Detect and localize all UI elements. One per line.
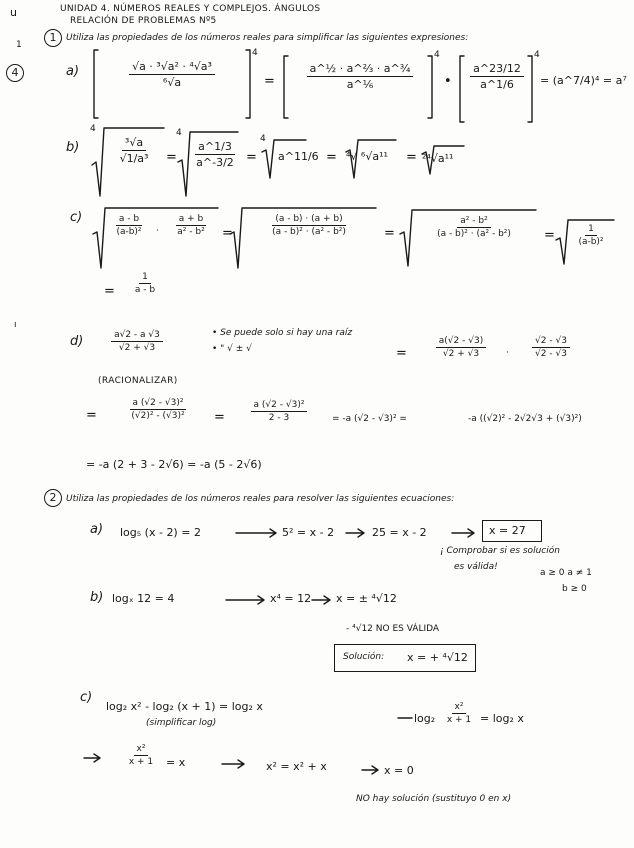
problem-1a-power-3: 4	[534, 50, 540, 60]
problem-1d-step6: = -a (2 + 3 - 2√6) = -a (5 - 2√6)	[86, 458, 262, 471]
problem-2a-condition-1: a ≥ 0 a ≠ 1	[540, 568, 592, 578]
problem-1d-step1-den: √2 + √3	[442, 349, 480, 359]
problem-2b-step1: x⁴ = 12	[270, 592, 312, 605]
problem-1c-result	[122, 272, 168, 295]
problem-1d-step1	[424, 336, 498, 359]
equals-sign: =	[264, 74, 275, 89]
problem-2c-step1-pre: log₂	[414, 712, 436, 725]
bracket-left-3	[460, 56, 464, 122]
problem-1b-index: 4	[90, 124, 96, 134]
header-subtitle: RELACIÓN DE PROBLEMAS Nº5	[70, 16, 217, 26]
problem-1c-factor-1	[106, 214, 152, 237]
problem-1c-step3-den: (a-b)²	[578, 237, 604, 247]
margin-tick: ı	[14, 320, 17, 330]
problem-2c-step1-den: x + 1	[446, 715, 472, 725]
problem-1-number: 1	[44, 29, 62, 47]
problem-1c-step1-den: (a - b)² · (a² - b²)	[272, 227, 346, 237]
problem-2a-label: a)	[90, 522, 104, 537]
equals-sign: =	[384, 226, 395, 241]
arrow-2b-1	[226, 596, 264, 604]
problem-2-statement: Utiliza las propiedades de los números reales para resolver las siguientes ecuaciones:	[66, 494, 455, 504]
arrow-2c-3	[222, 760, 244, 768]
bracket-right-2	[428, 56, 432, 118]
equals-sign: =	[544, 228, 555, 243]
problem-1c-step1-num: (a - b) · (a + b)	[272, 214, 345, 226]
problem-1d-step1-num: a(√2 - √3)	[436, 336, 486, 348]
problem-2c-conclusion: NO hay solución (sustituyo 0 en x)	[356, 794, 512, 804]
problem-1c-result-den: a - b	[134, 285, 156, 295]
problem-2-number: 2	[44, 489, 62, 507]
equals-sign: =	[214, 410, 225, 425]
problem-1b-step4: ²⁴√a¹¹	[422, 152, 454, 165]
problem-1b-step1-num: a^1/3	[195, 140, 235, 155]
equals-sign: =	[104, 284, 115, 299]
equals-sign: =	[86, 408, 97, 423]
problem-1b-step1-den: a^-3/2	[196, 156, 234, 169]
problem-2b-solution-label: Solución:	[343, 652, 385, 662]
problem-1a-power-2: 4	[434, 50, 440, 60]
problem-1c-label: c)	[70, 210, 83, 225]
equals-sign: =	[222, 226, 233, 241]
problem-2a-equation: log₅ (x - 2) = 2	[120, 526, 201, 539]
problem-1c-f2-num: a + b	[176, 214, 207, 226]
dot-operator: ·	[506, 348, 509, 358]
problem-1a-step3: = (a^7/4)⁴ = a⁷	[540, 74, 627, 87]
problem-1c-step2-den: (a - b)² · (a² - b²)	[437, 229, 511, 239]
problem-2b-solution-value: x = + ⁴√12	[407, 651, 468, 664]
problem-2c-step2-fraction	[126, 744, 156, 767]
problem-1c-step1	[244, 214, 374, 237]
problem-1c-f2-den: a² - b²	[177, 227, 205, 237]
problem-2c-equation: log₂ x² - log₂ (x + 1) = log₂ x	[106, 700, 263, 713]
problem-1d-step2-num: a (√2 - √3)²	[130, 398, 187, 410]
margin-mark-3: 4	[6, 64, 24, 82]
problem-1c-step2-num: a² - b²	[457, 216, 490, 228]
problem-1b-step1	[192, 140, 238, 169]
problem-2a-condition-2: b ≥ 0	[562, 584, 587, 594]
problem-2a-check-1: ¡ Comprobar si es solución	[440, 546, 560, 556]
problem-2c-step2-den: x + 1	[128, 757, 154, 767]
problem-1d-step2	[112, 398, 204, 421]
problem-1a-step2-den: a^1/6	[480, 78, 514, 91]
problem-1a-step2	[468, 62, 526, 91]
problem-1d-step3-den: 2 - 3	[268, 413, 290, 423]
problem-1c-step3-num: 1	[585, 224, 597, 236]
problem-1d-label: d)	[70, 334, 84, 349]
problem-2b-solution-box	[334, 644, 476, 672]
problem-1c-factor-2	[166, 214, 216, 237]
header-unit-title: UNIDAD 4. NÚMEROS REALES Y COMPLEJOS. ÁNGULOS	[60, 4, 321, 14]
dot-operator: •	[444, 74, 452, 89]
problem-1b-index-3: 4	[260, 134, 266, 144]
problem-1b-num: ³√a	[122, 136, 146, 151]
problem-1a-step1	[296, 62, 424, 91]
arrow-2c-2	[84, 754, 100, 762]
problem-1a-den: ⁶√a	[162, 76, 182, 89]
problem-1a-num: √a · ³√a² · ⁴√a³	[129, 60, 215, 75]
problem-1d-fraction	[96, 330, 178, 353]
arrow-2a-1	[236, 529, 276, 537]
problem-1a-fraction	[104, 60, 240, 89]
problem-1b-label: b)	[66, 140, 80, 155]
problem-2a-answer: x = 27	[489, 524, 526, 537]
problem-2c-note: (simplificar log)	[146, 718, 217, 728]
problem-1c-step2	[414, 216, 534, 239]
problem-1d-step2-den: (√2)² - (√3)²	[131, 411, 185, 421]
problem-1d-step3	[236, 400, 322, 423]
problem-1b-step2: a^11/6	[278, 150, 319, 163]
problem-1b-index-2: 4	[176, 128, 182, 138]
problem-2c-step2-post: = x	[166, 756, 186, 769]
equals-sign: =	[326, 150, 337, 165]
problem-1d-step3-num: a (√2 - √3)²	[251, 400, 308, 412]
problem-1d-num: a√2 - a √3	[111, 330, 163, 342]
problem-1a-step1-den: a^⅙	[346, 78, 374, 91]
problem-1d-den: √2 + √3	[118, 343, 156, 353]
arrow-2b-2	[312, 596, 330, 604]
bracket-right-1	[246, 50, 250, 118]
equals-sign: =	[396, 346, 407, 361]
problem-1a-step1-num: a^½ · a^⅔ · a^¾	[307, 62, 414, 77]
bracket-left-1	[94, 50, 98, 118]
problem-2c-step3: x² = x² + x	[266, 760, 327, 773]
problem-1c-step3	[570, 224, 612, 247]
problem-1d-step1b-num: √2 - √3	[532, 336, 570, 348]
problem-2c-step4: x = 0	[384, 764, 414, 777]
dot-operator: ·	[156, 226, 159, 236]
arrow-2a-3	[452, 529, 474, 537]
arrow-2a-2	[346, 529, 364, 537]
problem-2c-step2-num: x²	[134, 744, 149, 756]
equals-sign: =	[406, 150, 417, 165]
problem-2c-step1-fraction	[444, 702, 474, 725]
problem-2c-step1-post: = log₂ x	[480, 712, 524, 725]
problem-1d-step5: -a ((√2)² - 2√2√3 + (√3)²)	[468, 414, 582, 424]
problem-1a-step2-num: a^23/12	[470, 62, 524, 77]
problem-1b-fraction	[106, 136, 162, 165]
problem-1c-f1-den: (a-b)²	[116, 227, 142, 237]
problem-2b-invalid: - ⁴√12 NO ES VÁLIDA	[346, 624, 440, 634]
problem-2b-step2: x = ± ⁴√12	[336, 592, 397, 605]
problem-2a-step2: 25 = x - 2	[372, 526, 427, 539]
problem-1c-f1-num: a - b	[116, 214, 142, 226]
problem-2c-step1-num: x²	[452, 702, 467, 714]
problem-1d-note-2: • " √ ± √	[212, 344, 252, 354]
problem-2b-label: b)	[90, 590, 104, 605]
arrow-2c-4	[362, 766, 378, 774]
problem-1d-step4: = -a (√2 - √3)² =	[332, 414, 407, 424]
problem-1a-power-1: 4	[252, 48, 258, 58]
problem-2a-step1: 5² = x - 2	[282, 526, 335, 539]
problem-1b-step3: ⁴√ ⁶√a¹¹	[346, 150, 388, 163]
problem-2b-equation: logₓ 12 = 4	[112, 592, 175, 605]
problem-2c-label: c)	[80, 690, 93, 705]
problem-1a-label: a)	[66, 64, 80, 79]
problem-1c-result-num: 1	[139, 272, 151, 284]
problem-1-statement: Utiliza las propiedades de los números reales para simplificar las siguientes expresiones:	[66, 33, 469, 43]
bracket-right-3	[528, 56, 532, 122]
problem-1d-step1b	[520, 336, 582, 359]
equals-sign: =	[246, 150, 257, 165]
margin-mark-2: 1	[16, 40, 22, 50]
problem-1d-note-3: (RACIONALIZAR)	[98, 376, 178, 386]
bracket-left-2	[284, 56, 288, 118]
problem-1b-den: √1/a³	[119, 152, 149, 165]
problem-1d-step1b-den: √2 - √3	[535, 349, 567, 359]
problem-2a-answer-box	[482, 520, 542, 542]
equals-sign: =	[166, 150, 177, 165]
margin-mark-1: u	[10, 6, 17, 19]
problem-1d-note-1: • Se puede solo si hay una raíz	[212, 328, 353, 338]
problem-2a-check-2: es válida!	[454, 562, 498, 572]
